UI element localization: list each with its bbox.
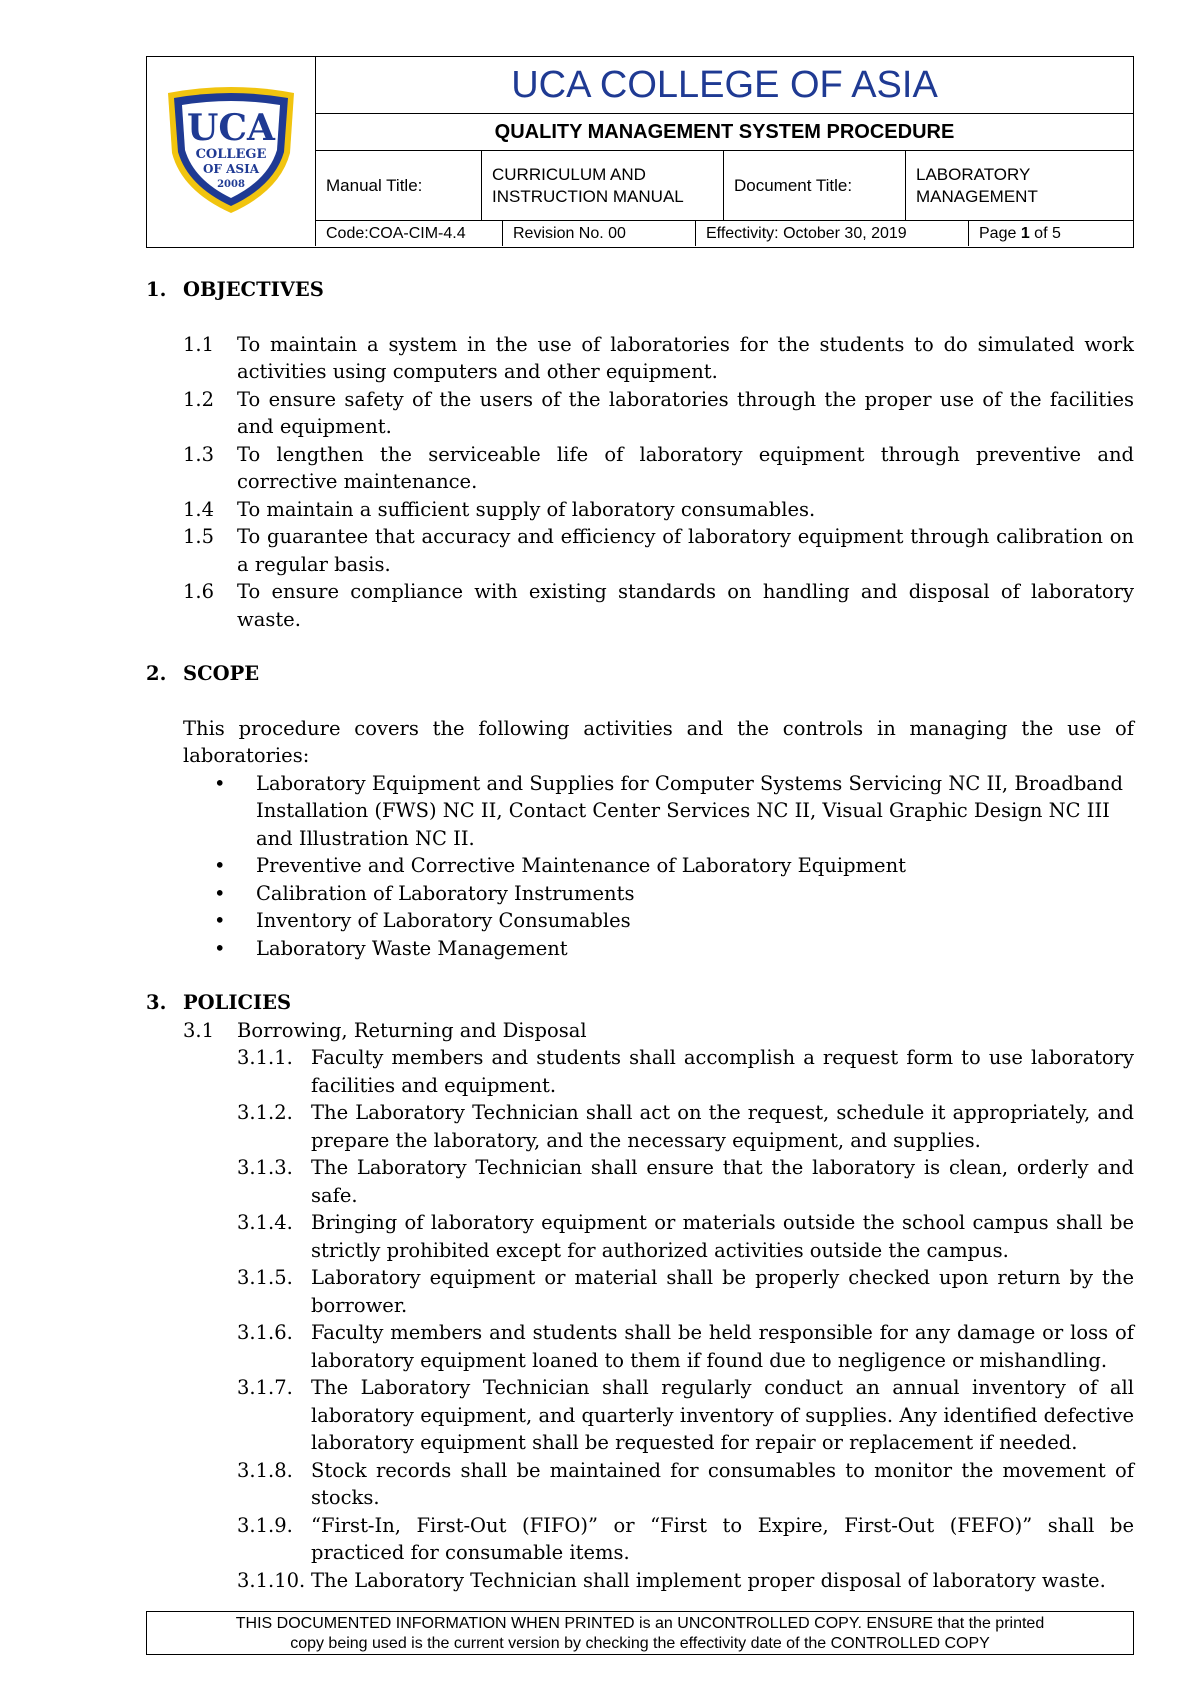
policy-item: 3.1.8. Stock records shall be maintained for consumables to monitor the movement of stocks. [237,1458,1134,1509]
logo-cell [147,57,316,246]
page-number: Page 1 of 5 [979,225,1061,242]
policy-item: 3.1.9. “First-In, First-Out (FIFO)” or “First to Expire, First-Out (FEFO)” shall be practiced for consumable items. [237,1513,1134,1564]
objective-item: 1.2 To ensure safety of the users of the laboratories through the proper use of the facilities and equipment. [183,387,1134,438]
logo-asia-text: OF ASIA [202,162,260,176]
document-header [146,56,1134,248]
policy-item: 3.1.10. The Laboratory Technician shall implement proper disposal of laboratory waste. [237,1568,1106,1592]
document-title-label: Document Title: [724,151,906,220]
scope-bullet: • Preventive and Corrective Maintenance of Laboratory Equipment [214,854,906,877]
policy-item: 3.1.4. Bringing of laboratory equipment or materials outside the school campus shall be strictly prohibited except for authorized activities outside the campus. [237,1211,1134,1262]
policy-item: 3.1.5. Laboratory equipment or material shall be properly checked upon return by the borrower. [237,1266,1134,1317]
objective-item: 1.4 To maintain a sufficient supply of laboratory consumables. [183,497,816,521]
section-heading-objectives: 1. OBJECTIVES [146,278,324,301]
objective-item: 1.1 To maintain a system in the use of laboratories for the students to do simulated work activities using computers and other equipment. [183,332,1134,383]
title-row [316,151,1133,221]
scope-intro: This procedure covers the following activities and the controls in managing the use of laboratories: [183,716,1134,767]
effectivity-date: Effectivity: October 30, 2019 [696,221,969,246]
section-heading-scope: 2. SCOPE [146,662,260,685]
policy-subsection: 3.1 Borrowing, Returning and Disposal [183,1018,587,1042]
document-title-value: LABORATORY MANAGEMENT [916,164,1038,206]
manual-title-label: Manual Title: [316,151,482,220]
policy-item: 3.1.2. The Laboratory Technician shall act on the request, schedule it appropriately, and prepare the laboratory, and the necessary equipment, and supplies. [237,1101,1134,1152]
code-row [316,221,1133,246]
uncontrolled-copy-notice [146,1611,1134,1655]
scope-bullet: • Laboratory Equipment and Supplies for Computer Systems Servicing NC II, Broadband Installation (FWS) NC II, Contact Center Services NC II, Visual Graphic Design NC III and Illustration NC II. [214,771,1123,850]
footer-line-1: THIS DOCUMENTED INFORMATION WHEN PRINTED is an UNCONTROLLED COPY. ENSURE that the printed [235,1615,1045,1632]
footer-line-2: copy being used is the current version by checking the effectivity date of the CONTROLLED COPY [290,1635,990,1652]
institution-name: UCA COLLEGE OF ASIA [316,57,1133,114]
logo-college-text: COLLEGE [195,147,267,162]
policy-item: 3.1.3. The Laboratory Technician shall ensure that the laboratory is clean, orderly and safe. [237,1156,1134,1207]
objective-item: 1.3 To lengthen the serviceable life of laboratory equipment through preventive and corrective maintenance. [183,442,1134,493]
revision-number: Revision No. 00 [503,221,696,246]
logo-year-text: 2008 [217,179,245,190]
scope-bullet: • Inventory of Laboratory Consumables [214,909,631,932]
logo-main-text: UCA [187,107,275,149]
objective-item: 1.6 To ensure compliance with existing standards on handling and disposal of laboratory waste. [183,580,1134,631]
page-current: 1 [1020,225,1030,242]
qms-title: QUALITY MANAGEMENT SYSTEM PROCEDURE [316,114,1133,151]
scope-bullet: • Calibration of Laboratory Instruments [214,881,635,905]
policy-item: 3.1.6. Faculty members and students shall be held responsible for any damage or loss of laboratory equipment loaned to them if found due to negligence or mishandling. [237,1321,1134,1372]
policy-item: 3.1.7. The Laboratory Technician shall regularly conduct an annual inventory of all laboratory equipment, and quarterly inventory of supplies. Any identified defective laboratory equipment shall be requested for repair or replacement if needed. [237,1376,1134,1454]
uca-shield-logo [162,87,300,217]
policy-item: 3.1.1. Faculty members and students shall accomplish a request form to use laboratory facilities and equipment. [237,1046,1134,1097]
objective-item: 1.5 To guarantee that accuracy and efficiency of laboratory equipment through calibration on a regular basis. [183,525,1134,576]
scope-bullet: • Laboratory Waste Management [214,936,568,960]
document-code: Code:COA-CIM-4.4 [316,221,503,246]
section-heading-policies: 3. POLICIES [146,991,292,1014]
document-body [146,276,1134,1594]
manual-title-value: CURRICULUM AND INSTRUCTION MANUAL [482,151,724,220]
